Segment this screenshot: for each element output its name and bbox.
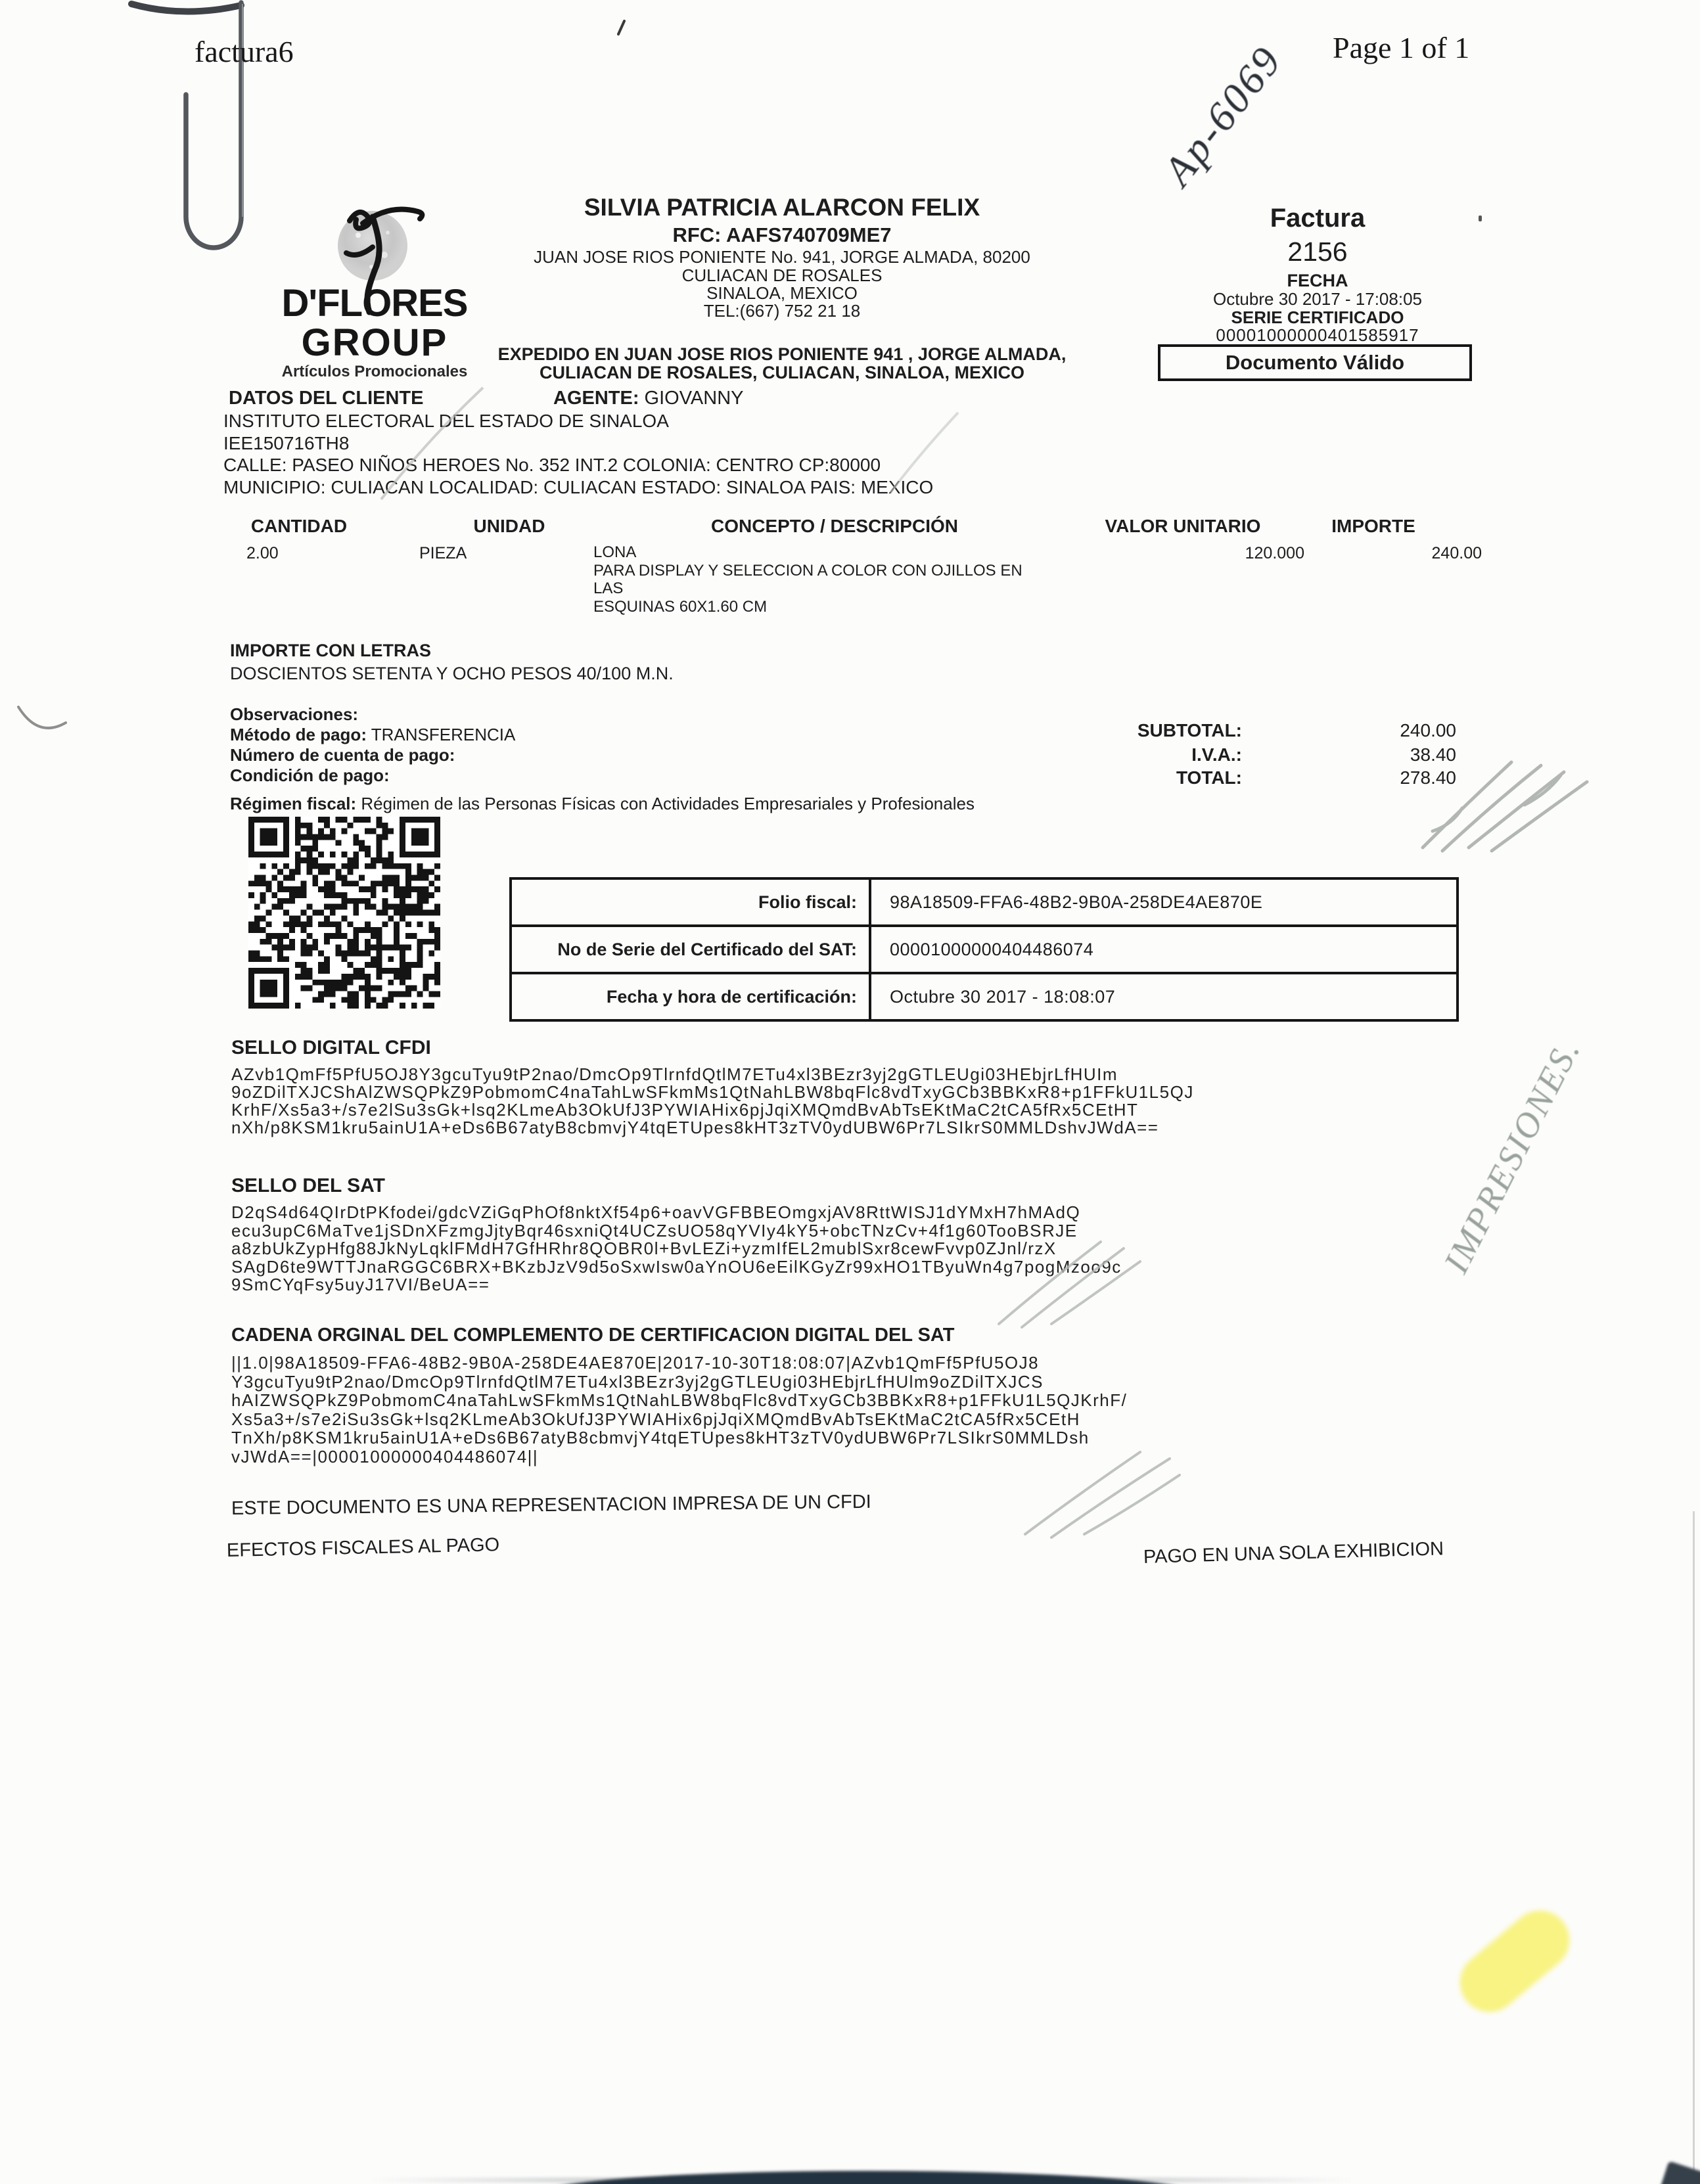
invoice-title: Factura bbox=[1270, 204, 1366, 233]
margin-mark bbox=[12, 695, 74, 751]
item-unidad: PIEZA bbox=[419, 544, 467, 562]
handwritten-note: IMPRESIONES. bbox=[1436, 1032, 1588, 1279]
sat-cert-serial-value: 00001000000404486074 bbox=[869, 927, 1456, 972]
client-location: MUNICIPIO: CULIACAN LOCALIDAD: CULIACAN ESTADO: SINALOA PAIS: MEXICO bbox=[223, 477, 934, 497]
client-rfc: IEE150716TH8 bbox=[223, 433, 350, 453]
regimen-label: Régimen fiscal: bbox=[230, 794, 357, 813]
invoice-date-label: FECHA bbox=[1287, 271, 1348, 290]
metodo-pago-line bbox=[230, 725, 515, 745]
sello-sat-text: D2qS4d64QIrDtPKfodei/gdcVZiGqPhOf8nktXf54p6+oavVGFBBEOmgxjAV8RttWISJ1dYMxH7hMAdQ ecu3upC6MaTve1jSDnXFzmgJjtyBqr46sxniQt4UCZsUO58qYVIy4kY5+obcTNzCv+4f1g60TooBSRJE a8zbUkZypHfg88JkNyLqklFMdH7GfHRhr8QOBR0l+BvLEZi+yzmIfEL2mublSxr8cewFvvp0ZJnl/rzX SAgD6te9WTTJnaRGGC6BRX+BKzbJzV9d5oSxwIsw0aYnOU6eEilKGyZr99xHO1TByuWn4g7pogMzoo9c 9SmCYqFsy5uyJ17VI/BeUA== bbox=[231, 1202, 1122, 1294]
cert-datetime-value: Octubre 30 2017 - 18:08:07 bbox=[869, 974, 1456, 1019]
pago-exhibicion-text: PAGO EN UNA SOLA EXHIBICION bbox=[1143, 1538, 1444, 1568]
folio-fiscal-label: Folio fiscal: bbox=[758, 892, 857, 912]
regimen-text: Régimen de las Personas Físicas con Actividades Empresariales y Profesionales bbox=[356, 794, 975, 813]
scan-edge bbox=[1693, 1511, 1695, 2184]
invoice-date: Octubre 30 2017 - 17:08:05 bbox=[1212, 289, 1422, 309]
item-cantidad: 2.00 bbox=[246, 544, 279, 562]
issuer-address-line3: SINALOA, MEXICO bbox=[706, 283, 858, 303]
valid-document-stamp: Documento Válido bbox=[1158, 344, 1472, 381]
agent-line bbox=[553, 388, 744, 409]
certificate-serie-label: SERIE CERTIFICADO bbox=[1231, 307, 1404, 327]
issuer-name: SILVIA PATRICIA ALARCON FELIX bbox=[584, 194, 980, 221]
efectos-fiscales-text: EFECTOS FISCALES AL PAGO bbox=[226, 1534, 500, 1561]
stray-mark bbox=[614, 18, 629, 37]
issuer-rfc: RFC: AAFS740709ME7 bbox=[672, 223, 892, 246]
subtotal-label: SUBTOTAL: bbox=[1137, 720, 1242, 740]
iva-value: 38.40 bbox=[1410, 744, 1456, 765]
scan-bottom-arc bbox=[539, 2171, 1196, 2184]
item-valor-unitario: 120.000 bbox=[1245, 544, 1304, 562]
cuenta-pago-label: Número de cuenta de pago: bbox=[230, 745, 455, 765]
qr-code bbox=[248, 817, 440, 1009]
issuer-phone: TEL:(667) 752 21 18 bbox=[703, 301, 861, 321]
condicion-pago-label: Condición de pago: bbox=[230, 765, 390, 785]
agent-label: AGENTE: bbox=[553, 388, 639, 409]
col-header-valor-unitario: VALOR UNITARIO bbox=[1105, 516, 1261, 536]
col-header-unidad: UNIDAD bbox=[473, 516, 545, 536]
iva-label: I.V.A.: bbox=[1191, 744, 1242, 765]
sat-cert-serial-label: No de Serie del Certificado del SAT: bbox=[557, 939, 857, 959]
total-label: TOTAL: bbox=[1176, 767, 1242, 788]
filename-label: factura6 bbox=[195, 35, 294, 68]
metodo-pago-value: TRANSFERENCIA bbox=[366, 725, 516, 744]
client-section-label: DATOS DEL CLIENTE bbox=[229, 388, 424, 409]
table-row bbox=[512, 927, 1456, 974]
col-header-cantidad: CANTIDAD bbox=[250, 516, 348, 536]
certificate-serie-value: 00001000000401585917 bbox=[1216, 325, 1419, 345]
col-header-importe: IMPORTE bbox=[1331, 516, 1415, 536]
pencil-scribble bbox=[986, 1225, 1150, 1331]
table-row bbox=[512, 880, 1456, 927]
regimen-fiscal-line bbox=[230, 794, 975, 814]
client-address: CALLE: PASEO NIÑOS HEROES No. 352 INT.2 COLONIA: CENTRO CP:80000 bbox=[223, 455, 881, 475]
company-logo-name2: GROUP bbox=[301, 321, 448, 364]
pencil-scribble bbox=[1015, 1442, 1193, 1541]
company-logo-name: D'FLORES bbox=[281, 282, 468, 325]
issued-at-line1: EXPEDIDO EN JUAN JOSE RIOS PONIENTE 941 , JORGE ALMADA, bbox=[497, 344, 1067, 364]
sello-cfdi-text: AZvb1QmFf5PfU5OJ8Y3gcuTyu9tP2nao/DmcOp9TlrnfdQtlM7ETu4xl3BEzr3yj2gGTLEUgi03HEbjrLfHUIm 9oZDilTXJCShAlZWSQPkZ9PobmomC4naTahLwSFkmMs1QtNahLBW8bqFlc8vdTxyGCb3BBKxR8+p1FFkU1L5QJ KrhF/Xs5a3+/s7e2lSu3sGk+lsq2KLmeAb3OkUfJ3PYWIAHix6pjJqiXMQmdBvAbTsEKtMaC2tCA5fRx5CEtHT nXh/p8KSM1kru5ainU1A+eDs6B67atyB8cbmvjY4tqETUpes8kHT3zTV0ydUBW6Pr7LSIkrS0MMLDshvJWdA== bbox=[231, 1064, 1194, 1137]
agent-name: GIOVANNY bbox=[639, 388, 744, 409]
handwritten-annotation: Ap-6069 bbox=[1154, 36, 1291, 194]
item-concepto: LONA PARA DISPLAY Y SELECCION A COLOR CON OJILLOS EN LAS ESQUINAS 60X1.60 CM bbox=[593, 543, 1022, 616]
client-name: INSTITUTO ELECTORAL DEL ESTADO DE SINALOA bbox=[223, 411, 669, 431]
stray-dot bbox=[1479, 216, 1482, 221]
subtotal-value: 240.00 bbox=[1400, 720, 1456, 740]
issued-at-line2: CULIACAN DE ROSALES, CULIACAN, SINALOA, MEXICO bbox=[539, 363, 1025, 382]
metodo-pago-label: Método de pago: bbox=[230, 725, 367, 744]
cert-datetime-label: Fecha y hora de certificación: bbox=[606, 986, 857, 1007]
folio-fiscal-value: 98A18509-FFA6-48B2-9B0A-258DE4AE870E bbox=[869, 880, 1456, 924]
issuer-address-line1: JUAN JOSE RIOS PONIENTE No. 941, JORGE ALMADA, 80200 bbox=[534, 247, 1030, 267]
pencil-scribble bbox=[1413, 726, 1617, 857]
page-number-label: Page 1 of 1 bbox=[1333, 31, 1470, 64]
observaciones-label: Observaciones: bbox=[230, 704, 359, 724]
amount-in-words-label: IMPORTE CON LETRAS bbox=[230, 641, 432, 660]
pencil-mark bbox=[368, 381, 493, 506]
pencil-mark bbox=[881, 407, 966, 499]
sello-sat-label: SELLO DEL SAT bbox=[231, 1175, 385, 1196]
item-importe: 240.00 bbox=[1431, 544, 1482, 562]
cfdi-notice: ESTE DOCUMENTO ES UNA REPRESENTACION IMPRESA DE UN CFDI bbox=[231, 1491, 871, 1519]
company-logo-tagline: Artículos Promocionales bbox=[281, 363, 468, 380]
sello-cfdi-label: SELLO DIGITAL CFDI bbox=[231, 1037, 431, 1058]
cadena-text: ||1.0|98A18509-FFA6-48B2-9B0A-258DE4AE870E|2017-10-30T18:08:07|AZvb1QmFf5PfU5OJ8 Y3gcuTyu9tP2nao/DmcOp9TlrnfdQtlM7ETu4xl3BEzr3yj2gGTLEUgi03HEbjrLfHUlm9oZDilTXJCS hAIZWSQPkZ9PobmomC4naTahLwSFkmMs1QtNahLBW8bqFlc8vdTxyGCb3BBKxR8+p1FFkU1L5QJKrhF/ Xs5a3+/s7e2iSu3sGk+lsq2KLmeAb3OkUfJ3PYWIAHix6pjJqiXMQmdBvAbTsEKtMaC2tCA5fRx5CEtH TnXh/p8KSM1kru5ainU1A+eDs6B67atyB8cbmvjY4tqETUpes8kHT3zTV0ydUBW6Pr7LSIkrS0MMLDsh vJWdA==|00001000000404486074|| bbox=[231, 1353, 1128, 1467]
col-header-concepto: CONCEPTO / DESCRIPCIÓN bbox=[711, 516, 958, 536]
total-value: 278.40 bbox=[1400, 767, 1456, 788]
issuer-address-line2: CULIACAN DE ROSALES bbox=[681, 265, 883, 285]
invoice-number: 2156 bbox=[1287, 237, 1348, 267]
cadena-label: CADENA ORGINAL DEL COMPLEMENTO DE CERTIFICACION DIGITAL DEL SAT bbox=[231, 1325, 955, 1346]
amount-in-words-text: DOSCIENTOS SETENTA Y OCHO PESOS 40/100 M.N. bbox=[230, 664, 674, 683]
highlighter-mark bbox=[1448, 1898, 1581, 2024]
